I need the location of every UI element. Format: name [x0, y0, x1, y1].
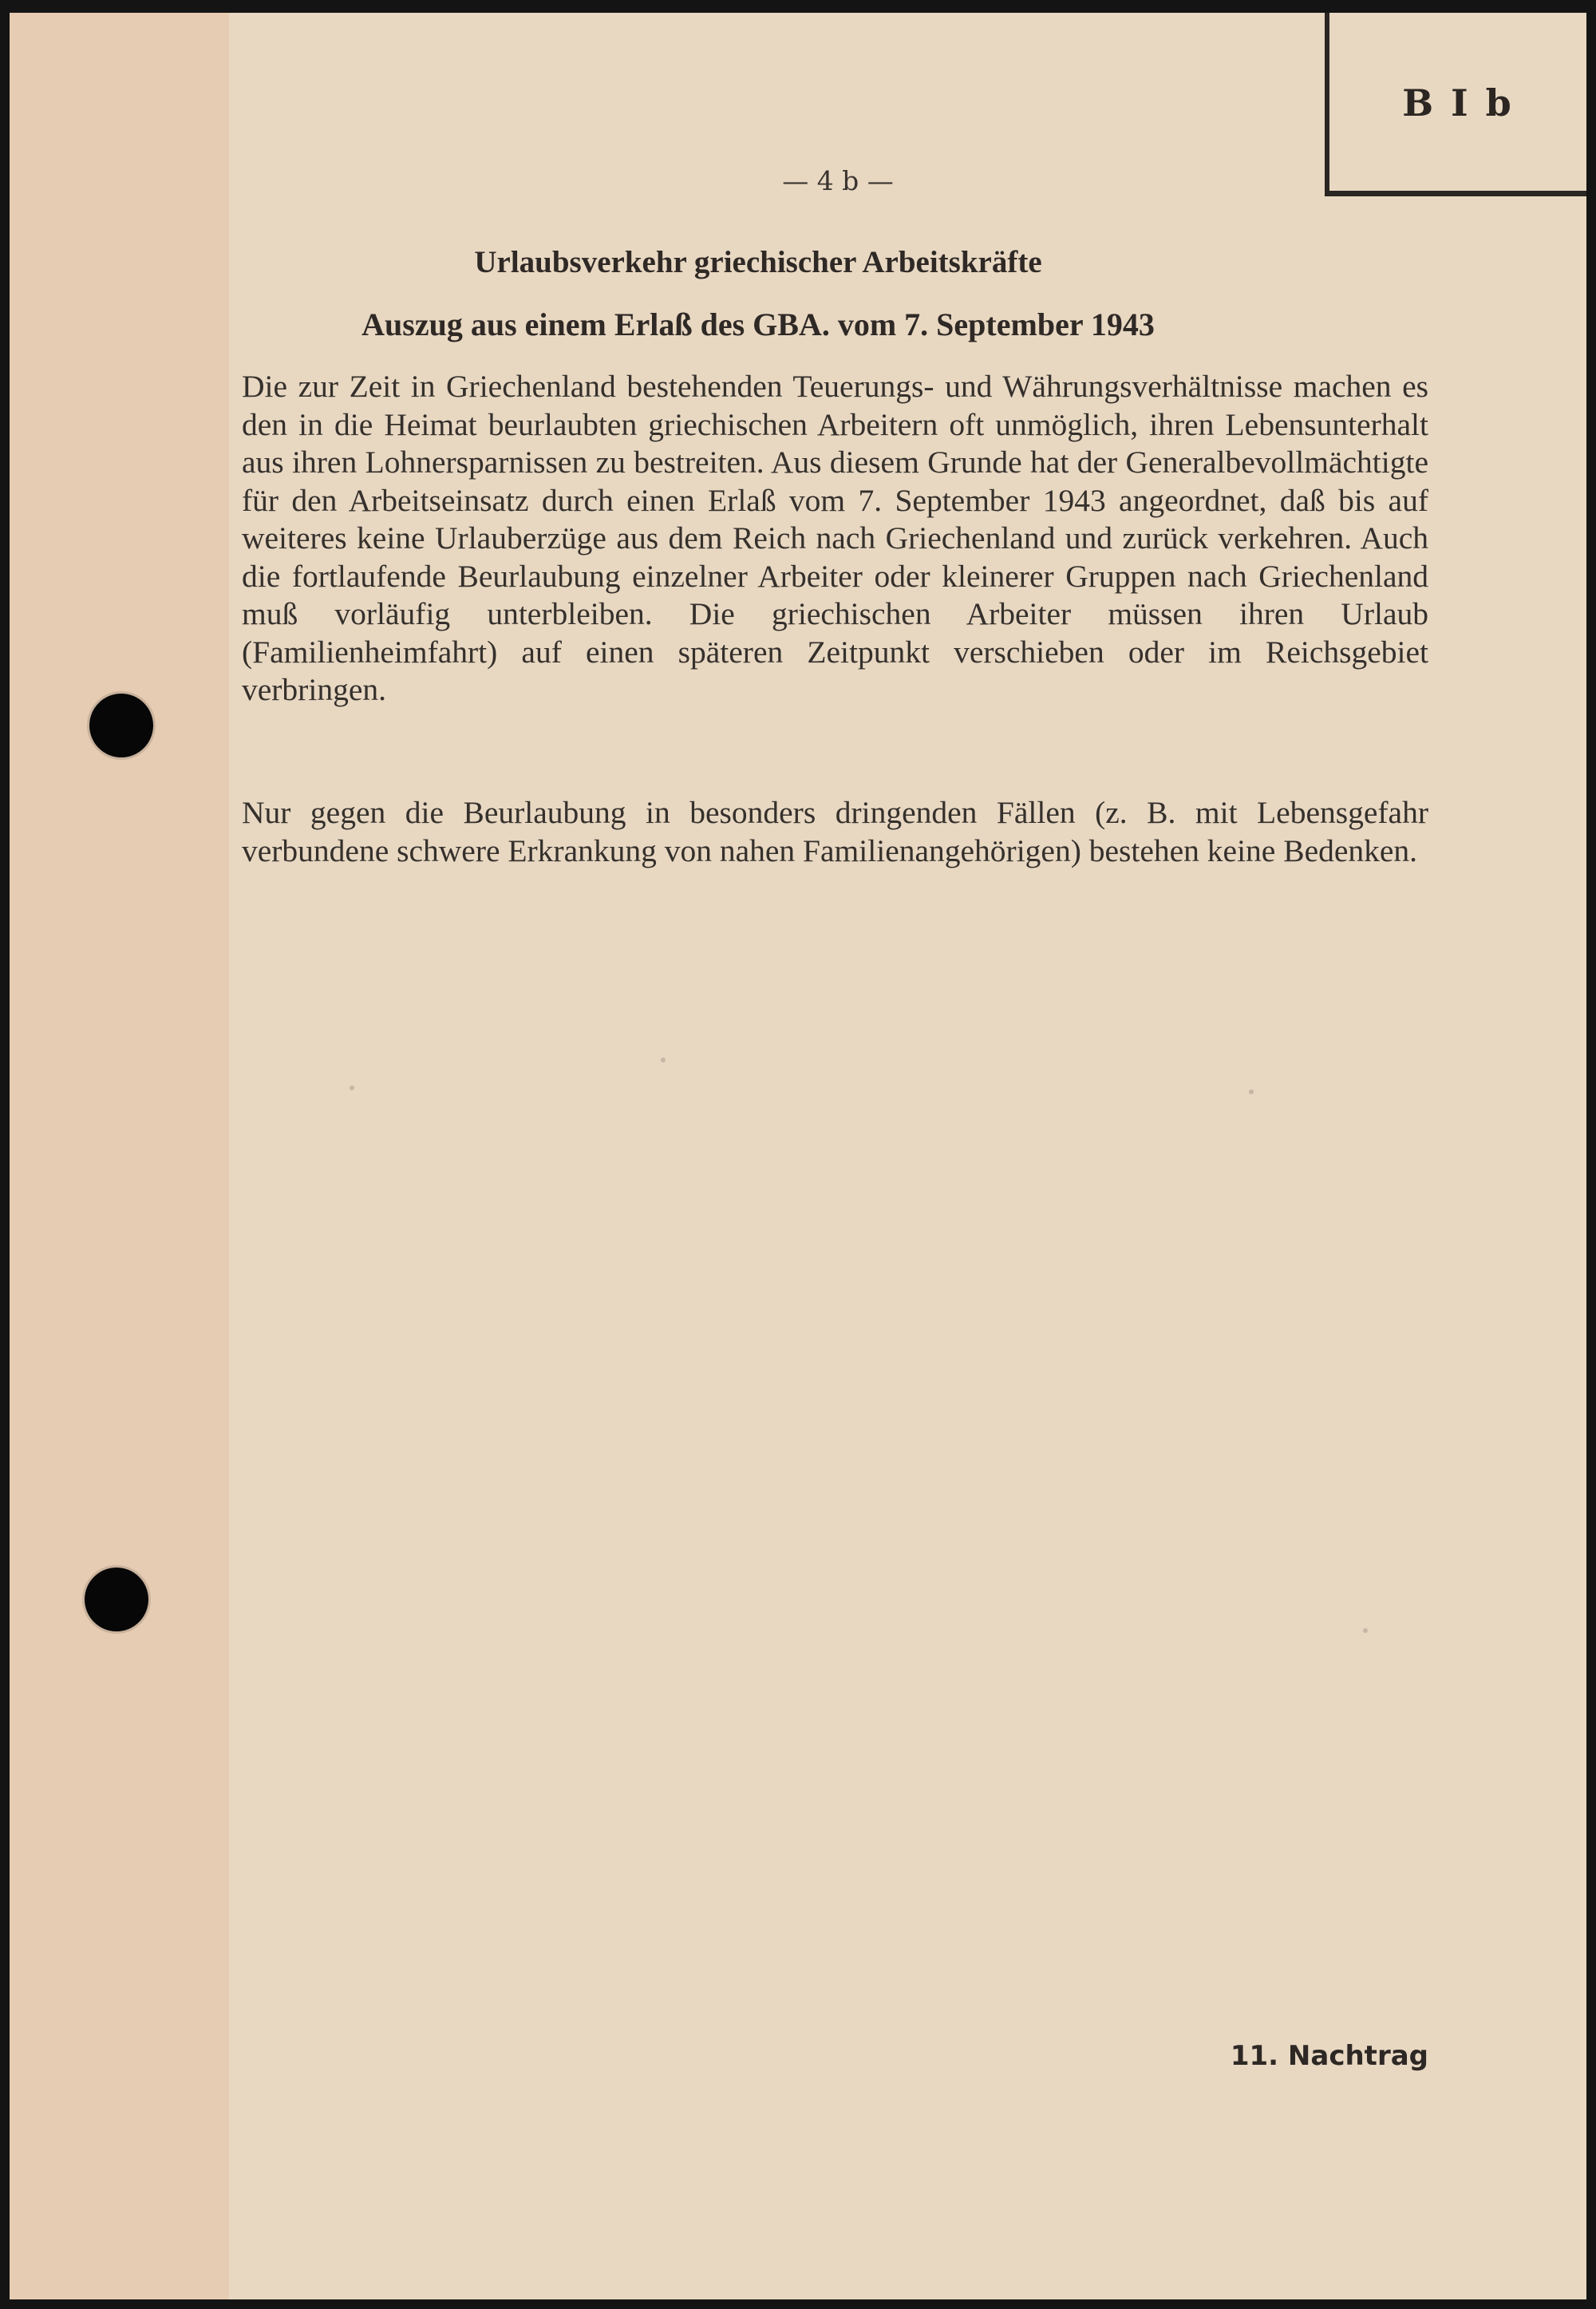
- section-corner-box: [1325, 13, 1586, 196]
- punch-hole-lower: [85, 1568, 148, 1631]
- document-sheet: [229, 13, 1586, 2299]
- document-title: Urlaubsverkehr griechischer Arbeitskräfte: [474, 245, 1042, 279]
- paper-speck: [350, 1085, 354, 1090]
- footer-supplement-note: 11. Nachtrag: [1230, 2040, 1428, 2072]
- page-number: — 4 b —: [782, 165, 894, 196]
- paper-speck: [1249, 1089, 1254, 1094]
- body-paragraph-2: Nur gegen die Beurlaubung in besonders dringenden Fällen (z. B. mit Lebensgefahr verbundene schwere Erkrankung von nahen Familienangehörigen) bestehen keine Bedenken.: [242, 795, 1428, 868]
- document-subtitle: Auszug aus einem Erlaß des GBA. vom 7. September 1943: [361, 306, 1155, 342]
- left-margin-strip: [10, 13, 229, 2299]
- section-label: B I b: [1402, 81, 1514, 125]
- paper-speck: [661, 1058, 666, 1062]
- body-paragraph-1: Die zur Zeit in Griechenland bestehenden Teuerungs- und Währungsverhältnisse machen es den in die Heimat beurlaubten griechischen Arbeitern oft unmöglich, ihren Lebensunterhalt aus ihren Lohnersparnissen zu bestreiten. Aus diesem Grunde hat der Generalbevollmächtigte für den Arbeitseinsatz durch einen Erlaß vom 7. September 1943 angeordnet, daß bis auf weiteres keine Urlauberzüge aus dem Reich nach Griechenland und zurück verkehren. Auch die fortlaufende Beurlaubung einzelner Arbeiter oder kleinerer Gruppen nach Griechenland muß vorläufig unterbleiben. Die griechischen Arbeiter müssen ihren Urlaub (Familienheimfahrt) auf einen späteren Zeitpunkt verschieben oder im Reichsgebiet verbringen.: [242, 369, 1428, 707]
- paper-speck: [1363, 1628, 1368, 1633]
- punch-hole-upper: [89, 694, 153, 757]
